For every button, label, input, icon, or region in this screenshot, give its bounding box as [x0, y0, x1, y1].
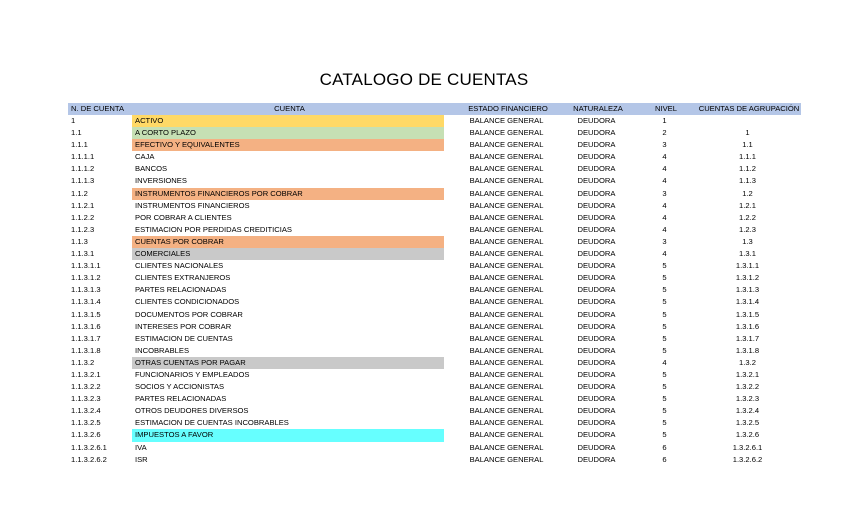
cell-numero: 1.1.2.3 [71, 224, 95, 234]
cell-naturaleza: DEUDORA [577, 418, 616, 428]
cell-estado: BALANCE GENERAL [469, 273, 544, 283]
cell-numero: 1.1.3.1.2 [71, 273, 101, 283]
cell-naturaleza: DEUDORA [577, 152, 616, 162]
cell-agrupacion: 1.3.2.2 [735, 382, 760, 392]
cell-cuenta: SOCIOS Y ACCIONISTAS [135, 382, 225, 392]
cell-agrupacion: 1.3.1.6 [735, 321, 760, 331]
cell-estado: BALANCE GENERAL [469, 116, 544, 125]
cell-gap [444, 333, 455, 345]
cell-nivel: 5 [662, 394, 667, 404]
cell-nivel: 5 [662, 406, 667, 416]
cell-numero: 1.1.1.3 [71, 176, 95, 186]
cell-nivel: 5 [662, 285, 667, 295]
cell-numero: 1.1.3.1.1 [71, 261, 101, 271]
cell-estado: BALANCE GENERAL [469, 200, 544, 210]
cell-cuenta: CLIENTES NACIONALES [135, 261, 224, 271]
header-estado: ESTADO FINANCIERO [468, 104, 548, 113]
table-row [68, 357, 801, 369]
cell-nivel: 4 [662, 200, 667, 210]
cell-cuenta: ISR [135, 454, 148, 464]
cell-naturaleza: DEUDORA [577, 261, 616, 271]
cell-naturaleza: DEUDORA [577, 382, 616, 392]
cell-numero: 1.1 [71, 128, 82, 138]
table-row [68, 272, 801, 284]
cell-gap [444, 115, 455, 127]
header-gap [444, 103, 455, 115]
cell-estado: BALANCE GENERAL [469, 406, 544, 416]
cell-nivel: 4 [662, 357, 667, 367]
table-row [68, 236, 801, 248]
cell-agrupacion: 1.3.1.5 [735, 309, 760, 319]
table-row [68, 417, 801, 429]
cell-nivel: 5 [662, 382, 667, 392]
cell-agrupacion: 1.1.3 [739, 176, 756, 186]
cell-nivel: 5 [662, 418, 667, 428]
header-numero: N. DE CUENTA [71, 104, 125, 113]
cell-numero: 1.1.3.2.6.2 [71, 454, 107, 464]
cell-estado: BALANCE GENERAL [469, 261, 544, 271]
table-row [68, 454, 801, 466]
cell-estado: BALANCE GENERAL [469, 128, 544, 138]
cell-naturaleza: DEUDORA [577, 321, 616, 331]
cell-gap [444, 260, 455, 272]
cell-numero: 1.1.3.1.8 [71, 345, 101, 355]
cell-naturaleza: DEUDORA [577, 297, 616, 307]
cell-estado: BALANCE GENERAL [469, 430, 544, 440]
cell-agrupacion: 1.3.1 [739, 249, 756, 259]
table-row [68, 333, 801, 345]
cell-nivel: 3 [662, 236, 667, 246]
cell-nivel: 5 [662, 309, 667, 319]
cell-gap [444, 272, 455, 284]
cell-nivel: 5 [662, 273, 667, 283]
table-row [68, 442, 801, 454]
cell-gap [444, 188, 455, 200]
cell-estado: BALANCE GENERAL [469, 369, 544, 379]
cell-gap [444, 224, 455, 236]
cell-cuenta: PARTES RELACIONADAS [135, 285, 227, 295]
cell-naturaleza: DEUDORA [577, 128, 616, 138]
table-header-row [68, 103, 801, 115]
table-row [68, 151, 801, 163]
accounts-table [68, 103, 801, 466]
cell-estado: BALANCE GENERAL [469, 140, 544, 150]
cell-agrupacion: 1.3 [742, 236, 753, 246]
cell-nivel: 3 [662, 188, 667, 198]
table-row [68, 163, 801, 175]
cell-nivel: 1 [662, 116, 667, 125]
cell-gap [444, 175, 455, 187]
cell-numero: 1.1.3.2.5 [71, 418, 101, 428]
cell-naturaleza: DEUDORA [577, 273, 616, 283]
table-row [68, 296, 801, 308]
cell-gap [444, 236, 455, 248]
cell-naturaleza: DEUDORA [577, 212, 616, 222]
cell-nivel: 6 [662, 454, 667, 464]
cell-nivel: 4 [662, 224, 667, 234]
cell-naturaleza: DEUDORA [577, 285, 616, 295]
cell-gap [444, 454, 455, 466]
table-row [68, 321, 801, 333]
cell-gap [444, 200, 455, 212]
table-row [68, 429, 801, 441]
table-row [68, 369, 801, 381]
table-row [68, 248, 801, 260]
cell-gap [444, 405, 455, 417]
cell-numero: 1.1.3.2.6 [71, 430, 101, 440]
cell-nivel: 4 [662, 152, 667, 162]
cell-estado: BALANCE GENERAL [469, 188, 544, 198]
cell-nivel: 4 [662, 249, 667, 259]
table-row [68, 309, 801, 321]
cell-naturaleza: DEUDORA [577, 188, 616, 198]
cell-estado: BALANCE GENERAL [469, 382, 544, 392]
cell-agrupacion: 1.1 [742, 140, 753, 150]
cell-estado: BALANCE GENERAL [469, 164, 544, 174]
cell-numero: 1.1.3 [71, 236, 88, 246]
header-agrupacion: CUENTAS DE AGRUPACIÓN [698, 104, 800, 113]
cell-numero: 1.1.2.2 [71, 212, 95, 222]
cell-cuenta: CLIENTES CONDICIONADOS [135, 297, 240, 307]
cell-nivel: 5 [662, 333, 667, 343]
cell-gap [444, 309, 455, 321]
cell-gap [444, 369, 455, 381]
cell-numero: 1.1.3.2.3 [71, 394, 101, 404]
cell-nivel: 5 [662, 297, 667, 307]
cell-naturaleza: DEUDORA [577, 176, 616, 186]
cell-estado: BALANCE GENERAL [469, 321, 544, 331]
cell-estado: BALANCE GENERAL [469, 224, 544, 234]
cell-estado: BALANCE GENERAL [469, 442, 544, 452]
cell-gap [444, 429, 455, 441]
cell-agrupacion: 1.3.2 [739, 357, 756, 367]
cell-agrupacion: 1.3.1.8 [735, 345, 760, 355]
cell-naturaleza: DEUDORA [577, 249, 616, 259]
cell-naturaleza: DEUDORA [577, 140, 616, 150]
cell-agrupacion: 1.3.2.6.2 [732, 454, 763, 464]
cell-naturaleza: DEUDORA [577, 164, 616, 174]
cell-naturaleza: DEUDORA [577, 224, 616, 234]
cell-agrupacion: 1.3.1.2 [735, 273, 760, 283]
cell-nivel: 3 [662, 140, 667, 150]
table-row [68, 212, 801, 224]
cell-cuenta: POR COBRAR A CLIENTES [135, 212, 232, 222]
cell-numero: 1.1.3.1.7 [71, 333, 101, 343]
table-row [68, 381, 801, 393]
cell-estado: BALANCE GENERAL [469, 394, 544, 404]
cell-naturaleza: DEUDORA [577, 394, 616, 404]
cell-estado: BALANCE GENERAL [469, 345, 544, 355]
cell-cuenta: INVERSIONES [135, 176, 187, 186]
cell-numero: 1.1.2 [71, 188, 88, 198]
cell-gap [444, 296, 455, 308]
cell-estado: BALANCE GENERAL [469, 285, 544, 295]
header-cuenta: CUENTA [274, 104, 305, 113]
cell-gap [444, 357, 455, 369]
cell-agrupacion [694, 115, 801, 127]
cell-cuenta: COMERCIALES [132, 248, 444, 260]
cell-cuenta: CUENTAS POR COBRAR [132, 236, 444, 248]
cell-agrupacion: 1.3.2.3 [735, 394, 760, 404]
cell-agrupacion: 1.3.2.6.1 [732, 442, 763, 452]
cell-gap [444, 442, 455, 454]
cell-cuenta: CAJA [135, 152, 155, 162]
cell-estado: BALANCE GENERAL [469, 249, 544, 259]
cell-agrupacion: 1.3.2.5 [735, 418, 760, 428]
cell-gap [444, 345, 455, 357]
cell-nivel: 5 [662, 321, 667, 331]
cell-numero: 1.1.3.2.4 [71, 406, 101, 416]
cell-numero: 1.1.3.2.2 [71, 382, 101, 392]
cell-numero: 1.1.3.1.3 [71, 285, 101, 295]
table-row [68, 139, 801, 151]
cell-gap [444, 212, 455, 224]
cell-estado: BALANCE GENERAL [469, 333, 544, 343]
cell-nivel: 6 [662, 442, 667, 452]
cell-naturaleza: DEUDORA [577, 236, 616, 246]
cell-cuenta: ACTIVO [132, 115, 444, 127]
table-row [68, 405, 801, 417]
cell-numero: 1.1.1.2 [71, 164, 95, 174]
table-row [68, 345, 801, 357]
cell-gap [444, 163, 455, 175]
cell-cuenta: INSTRUMENTOS FINANCIEROS [135, 200, 250, 210]
cell-numero: 1.1.3.1.6 [71, 321, 101, 331]
cell-cuenta: OTROS DEUDORES DIVERSOS [135, 406, 249, 416]
cell-nivel: 5 [662, 369, 667, 379]
cell-naturaleza: DEUDORA [577, 369, 616, 379]
cell-naturaleza: DEUDORA [577, 309, 616, 319]
cell-numero: 1.1.3.1.5 [71, 309, 101, 319]
cell-cuenta: INSTRUMENTOS FINANCIEROS POR COBRAR [132, 188, 444, 200]
cell-cuenta: IMPUESTOS A FAVOR [132, 429, 444, 441]
cell-gap [444, 151, 455, 163]
cell-gap [444, 417, 455, 429]
cell-gap [444, 321, 455, 333]
cell-cuenta: A CORTO PLAZO [132, 127, 444, 139]
cell-cuenta: EFECTIVO Y EQUIVALENTES [132, 139, 444, 151]
cell-estado: BALANCE GENERAL [469, 152, 544, 162]
cell-numero: 1.1.3.1.4 [71, 297, 101, 307]
cell-agrupacion: 1.2.3 [739, 224, 756, 234]
table-row [68, 200, 801, 212]
cell-nivel: 2 [662, 128, 667, 138]
cell-gap [444, 248, 455, 260]
cell-agrupacion: 1.3.1.3 [735, 285, 760, 295]
cell-naturaleza: DEUDORA [577, 406, 616, 416]
cell-cuenta: OTRAS CUENTAS POR PAGAR [132, 357, 444, 369]
cell-cuenta: ESTIMACION DE CUENTAS INCOBRABLES [135, 418, 289, 428]
table-body [68, 115, 801, 466]
cell-estado: BALANCE GENERAL [469, 418, 544, 428]
cell-cuenta: INTERESES POR COBRAR [135, 321, 232, 331]
cell-cuenta: CLIENTES EXTRANJEROS [135, 273, 231, 283]
cell-agrupacion: 1.2 [742, 188, 753, 198]
table-row [68, 188, 801, 200]
cell-estado: BALANCE GENERAL [469, 357, 544, 367]
cell-naturaleza: DEUDORA [577, 200, 616, 210]
table-row [68, 260, 801, 272]
cell-naturaleza: DEUDORA [577, 333, 616, 343]
cell-agrupacion: 1.2.1 [739, 200, 756, 210]
cell-estado: BALANCE GENERAL [469, 297, 544, 307]
cell-nivel: 4 [662, 212, 667, 222]
cell-estado: BALANCE GENERAL [469, 309, 544, 319]
cell-nivel: 4 [662, 176, 667, 186]
cell-agrupacion: 1.3.2.4 [735, 406, 760, 416]
table-row [68, 127, 801, 139]
cell-agrupacion: 1.3.1.4 [735, 297, 760, 307]
cell-naturaleza: DEUDORA [577, 442, 616, 452]
cell-numero: 1.1.3.2.6.1 [71, 442, 107, 452]
cell-numero: 1.1.3.2 [71, 357, 95, 367]
cell-numero: 1.1.3.2.1 [71, 369, 101, 379]
cell-cuenta: IVA [135, 442, 147, 452]
cell-naturaleza: DEUDORA [577, 430, 616, 440]
cell-cuenta: ESTIMACION POR PERDIDAS CREDITICIAS [135, 224, 292, 234]
cell-nivel: 5 [662, 261, 667, 271]
cell-nivel: 5 [662, 345, 667, 355]
cell-naturaleza: DEUDORA [577, 116, 616, 125]
cell-agrupacion: 1.1.2 [739, 164, 756, 174]
table-row [68, 224, 801, 236]
cell-cuenta: INCOBRABLES [135, 345, 190, 355]
header-nivel: NIVEL [655, 104, 677, 113]
cell-cuenta: FUNCIONARIOS Y EMPLEADOS [135, 369, 250, 379]
cell-agrupacion: 1.3.1.1 [735, 261, 760, 271]
cell-gap [444, 139, 455, 151]
cell-agrupacion: 1.3.1.7 [735, 333, 760, 343]
header-naturaleza: NATURALEZA [573, 104, 623, 113]
cell-nivel: 5 [662, 430, 667, 440]
page-title: CATALOGO DE CUENTAS [319, 70, 529, 89]
cell-agrupacion: 1.2.2 [739, 212, 756, 222]
table-row [68, 393, 801, 405]
cell-cuenta: DOCUMENTOS POR COBRAR [135, 309, 243, 319]
cell-agrupacion: 1.3.2.6 [735, 430, 760, 440]
cell-nivel: 4 [662, 164, 667, 174]
cell-numero: 1.1.1.1 [71, 152, 95, 162]
cell-gap [444, 284, 455, 296]
table-row [68, 284, 801, 296]
cell-cuenta: BANCOS [135, 164, 168, 174]
cell-gap [444, 381, 455, 393]
cell-naturaleza: DEUDORA [577, 345, 616, 355]
table-row [68, 115, 801, 127]
cell-naturaleza: DEUDORA [577, 454, 616, 464]
cell-agrupacion: 1 [745, 128, 750, 138]
cell-estado: BALANCE GENERAL [469, 454, 544, 464]
cell-numero: 1 [71, 116, 76, 125]
cell-numero: 1.1.1 [71, 140, 88, 150]
cell-estado: BALANCE GENERAL [469, 176, 544, 186]
cell-naturaleza: DEUDORA [577, 357, 616, 367]
cell-agrupacion: 1.3.2.1 [735, 369, 760, 379]
cell-estado: BALANCE GENERAL [469, 212, 544, 222]
cell-cuenta: PARTES RELACIONADAS [135, 394, 227, 404]
table-row [68, 175, 801, 187]
cell-gap [444, 393, 455, 405]
cell-numero: 1.1.2.1 [71, 200, 95, 210]
cell-estado: BALANCE GENERAL [469, 236, 544, 246]
cell-numero: 1.1.3.1 [71, 249, 95, 259]
cell-gap [444, 127, 455, 139]
cell-cuenta: ESTIMACION DE CUENTAS [135, 333, 233, 343]
cell-agrupacion: 1.1.1 [739, 152, 756, 162]
